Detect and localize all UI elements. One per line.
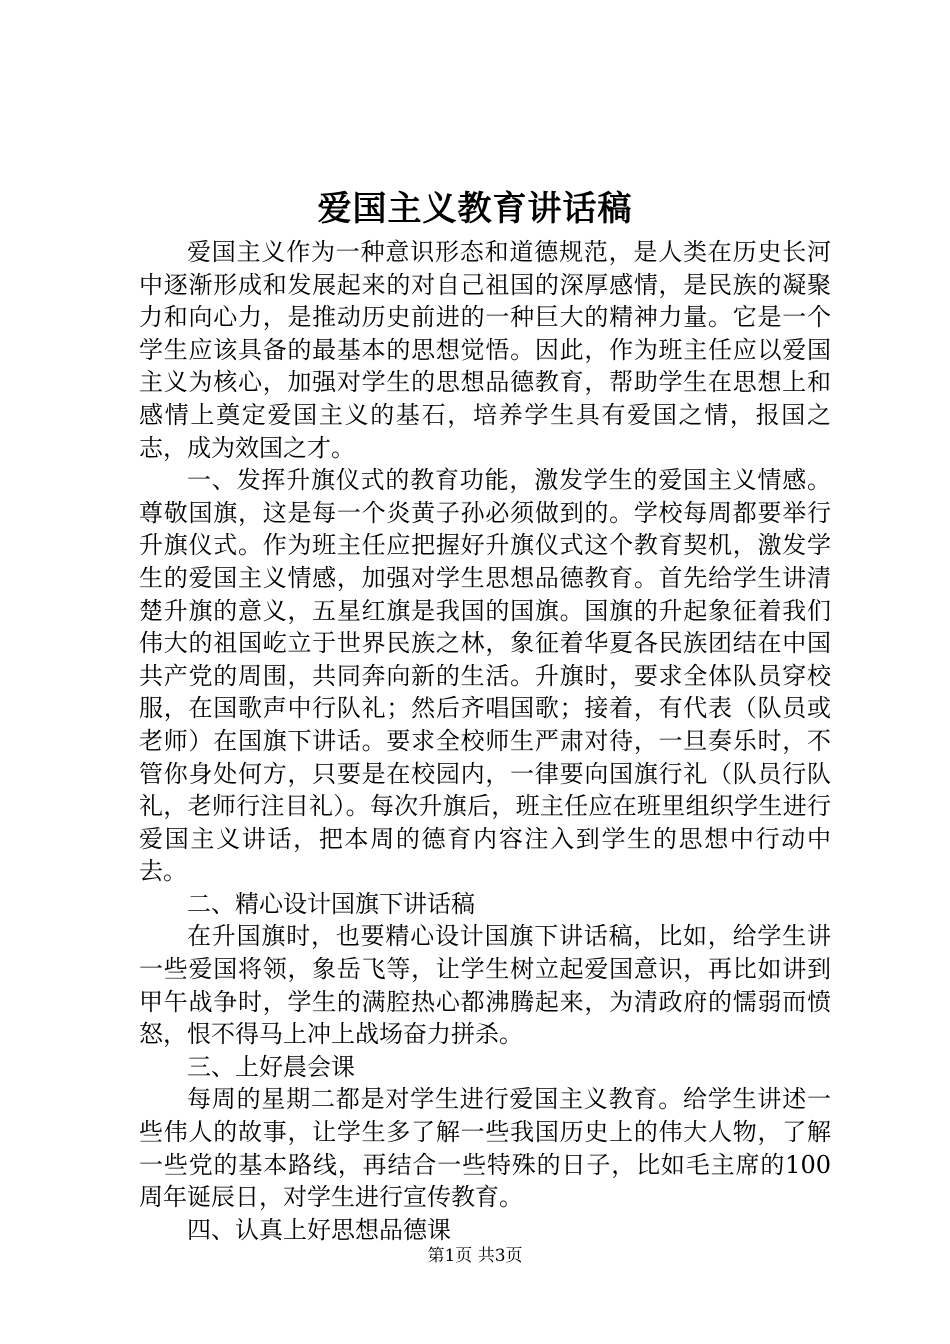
document-body bbox=[139, 236, 831, 1246]
section-heading-2: 二、精心设计国旗下讲话稿 bbox=[187, 889, 475, 918]
section-heading-4: 四、认真上好思想品德课 bbox=[187, 1215, 451, 1244]
paragraph-section-1: 一、发挥升旗仪式的教育功能，激发学生的爱国主义情感。尊敬国旗，这是每一个炎黄子孙必须做到的。学校每周都要举行升旗仪式。作为班主任应把握好升旗仪式这个教育契机，激发学生的爱国主义情感，加强对学生思想品德教育。首先给学生讲清楚升旗的意义，五星红旗是我国的国旗。国旗的升起象征着我们伟大的祖国屹立于世界民族之林，象征着华夏各民族团结在中国共产党的周围，共同奔向新的生活。升旗时，要求全体队员穿校服，在国歌声中行队礼；然后齐唱国歌；接着，有代表（队员或老师）在国旗下讲话。要求全校师生严肃对待，一旦奏乐时，不管你身处何方，只要是在校园内，一律要向国旗行礼（队员行队礼，老师行注目礼）。每次升旗后，班主任应在班里组织学生进行爱国主义讲话，把本周的德育内容注入到学生的思想中行动中去。 bbox=[139, 466, 831, 886]
paragraph-section-3: 每周的星期二都是对学生进行爱国主义教育。给学生讲述一些伟人的故事，让学生多了解一些我国历史上的伟大人物，了解一些党的基本路线，再结合一些特殊的日子，比如毛主席的100周年诞辰日，对学生进行宣传教育。 bbox=[139, 1085, 831, 1212]
section-heading-3: 三、上好晨会课 bbox=[187, 1052, 355, 1081]
page-number-footer: 第1页 共3页 bbox=[427, 1246, 523, 1266]
document-title: 爱国主义教育讲话稿 bbox=[317, 189, 633, 229]
paragraph-intro: 爱国主义作为一种意识形态和道德规范，是人类在历史长河中逐渐形成和发展起来的对自己祖国的深厚感情，是民族的凝聚力和向心力，是推动历史前进的一种巨大的精神力量。它是一个学生应该具备的最基本的思想觉悟。因此，作为班主任应以爱国主义为核心，加强对学生的思想品德教育，帮助学生在思想上和感情上奠定爱国主义的基石，培养学生具有爱国之情，报国之志，成为效国之才。 bbox=[139, 238, 831, 462]
paragraph-section-2: 在升国旗时，也要精心设计国旗下讲话稿，比如，给学生讲一些爱国将领，象岳飞等，让学生树立起爱国意识，再比如讲到甲午战争时，学生的满腔热心都沸腾起来，为清政府的懦弱而愤怒，恨不得马上冲上战场奋力拼杀。 bbox=[139, 922, 831, 1049]
